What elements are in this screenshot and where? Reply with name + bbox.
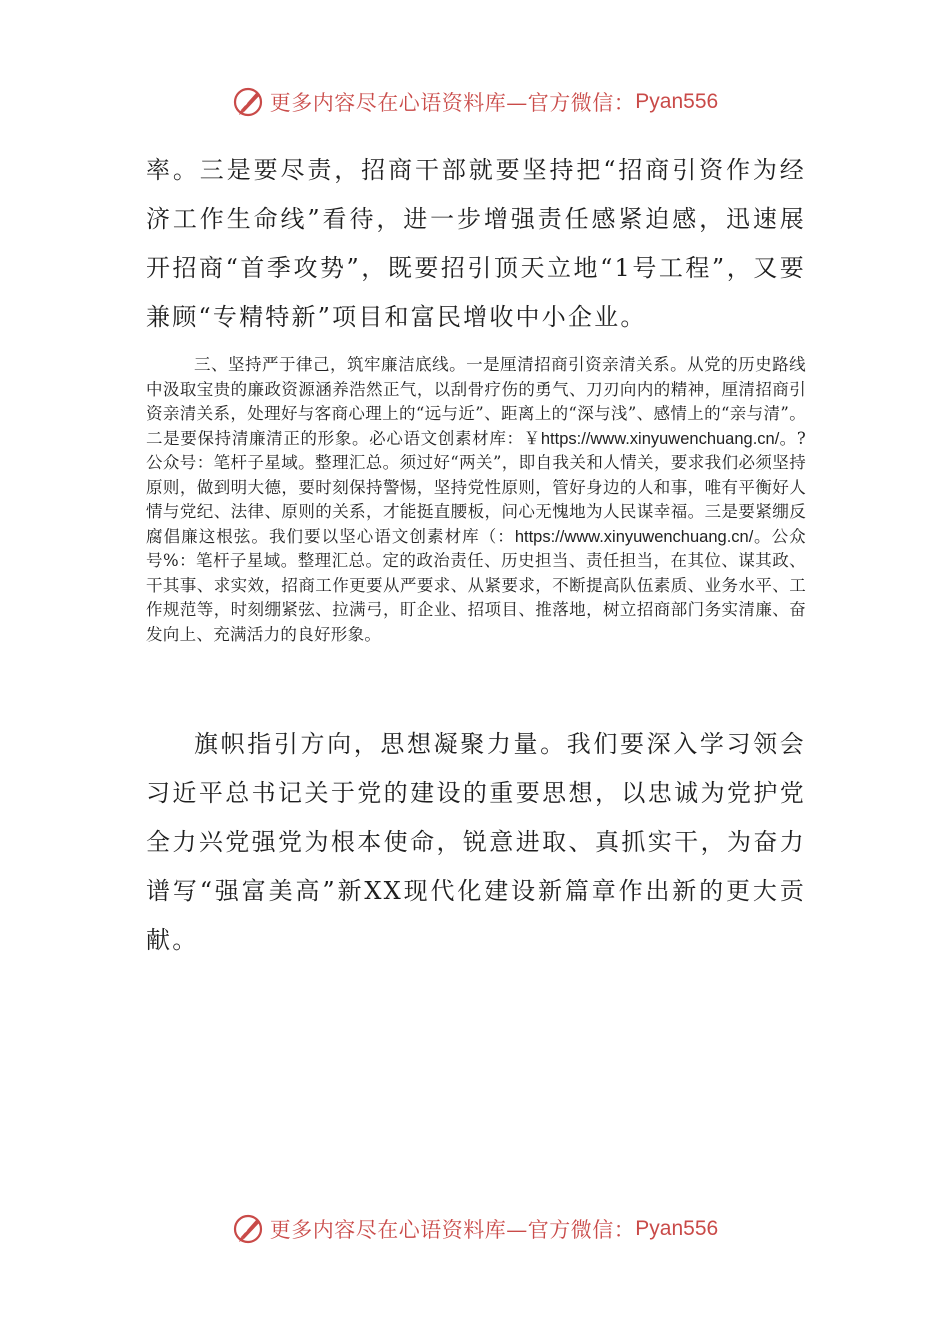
section-three-text-1: 三、坚持严于律己，筑牢廉洁底线。一是厘清招商引资亲清关系。从党的历史路线中汲取宝贵的廉政资源涵养浩然正气，以刮骨疗伤的勇气、刀刃向内的精神，厘清招商引资亲清关系，处理好与客商心理上的“远与近”、距离上的“深与浅”、感情上的“亲与清”。二是要保持清廉清正的形象。必心语文创素材库：￥ (146, 355, 806, 448)
paragraph-section-three (146, 353, 806, 647)
url-link-2[interactable]: https://www.xinyuwenchuang.cn/ (514, 527, 754, 546)
header-banner (0, 82, 950, 122)
banner-text: 更多内容尽在心语资料库—官方微信： (269, 91, 636, 115)
banner-wechat-id: Pyan556 (635, 1217, 719, 1240)
section-three-text-2: 。?公众号：笔杆子星域。整理汇总。须过好“两关”，即自我关和人情关，要求我们必须坚持原则，做到明大德，要时刻保持警惕，坚持党性原则，管好身边的人和事，唯有平衡好人情与党纪、法律、原则的关系，才能挺直腰板，问心无愧地为人民谋幸福。三是要紧绷反腐倡廉这根弦。我们要以坚心语文创素材库（： (146, 428, 806, 546)
pen-circle-logo-icon (232, 85, 266, 119)
footer-banner (0, 1209, 950, 1249)
banner-text: 更多内容尽在心语资料库—官方微信： (269, 1218, 636, 1242)
banner-wechat-id: Pyan556 (635, 90, 719, 113)
section-three-text-3: 。公众号%：笔杆子星域。整理汇总。定的政治责任、历史担当、责任担当，在其位、谋其政、干其事、求实效，招商工作更要从严要求、从紧要求，不断提高队伍素质、业务水平、工作规范等，时刻绷紧弦、拉满弓，盯企业、招项目、推落地，树立招商部门务实清廉、奋发向上、充满活力的良好形象。 (146, 526, 806, 644)
pen-circle-logo-icon (232, 1212, 266, 1246)
paragraph-continuation: 率。三是要尽责，招商干部就要坚持把“招商引资作为经济工作生命线”看待，进一步增强责任感紧迫感，迅速展开招商“首季攻势”，既要招引顶天立地“1号工程”，又要兼顾“专精特新”项目和富民增收中小企业。 (146, 156, 806, 331)
url-link-1[interactable]: https://www.xinyuwenchuang.cn/ (540, 429, 780, 448)
paragraph-conclusion: 旗帜指引方向，思想凝聚力量。我们要深入学习领会习近平总书记关于党的建设的重要思想，以忠诚为党护党全力兴党强党为根本使命，锐意进取、真抓实干，为奋力谱写“强富美高”新XX现代化建设新篇章作出新的更大贡献。 (146, 730, 806, 954)
